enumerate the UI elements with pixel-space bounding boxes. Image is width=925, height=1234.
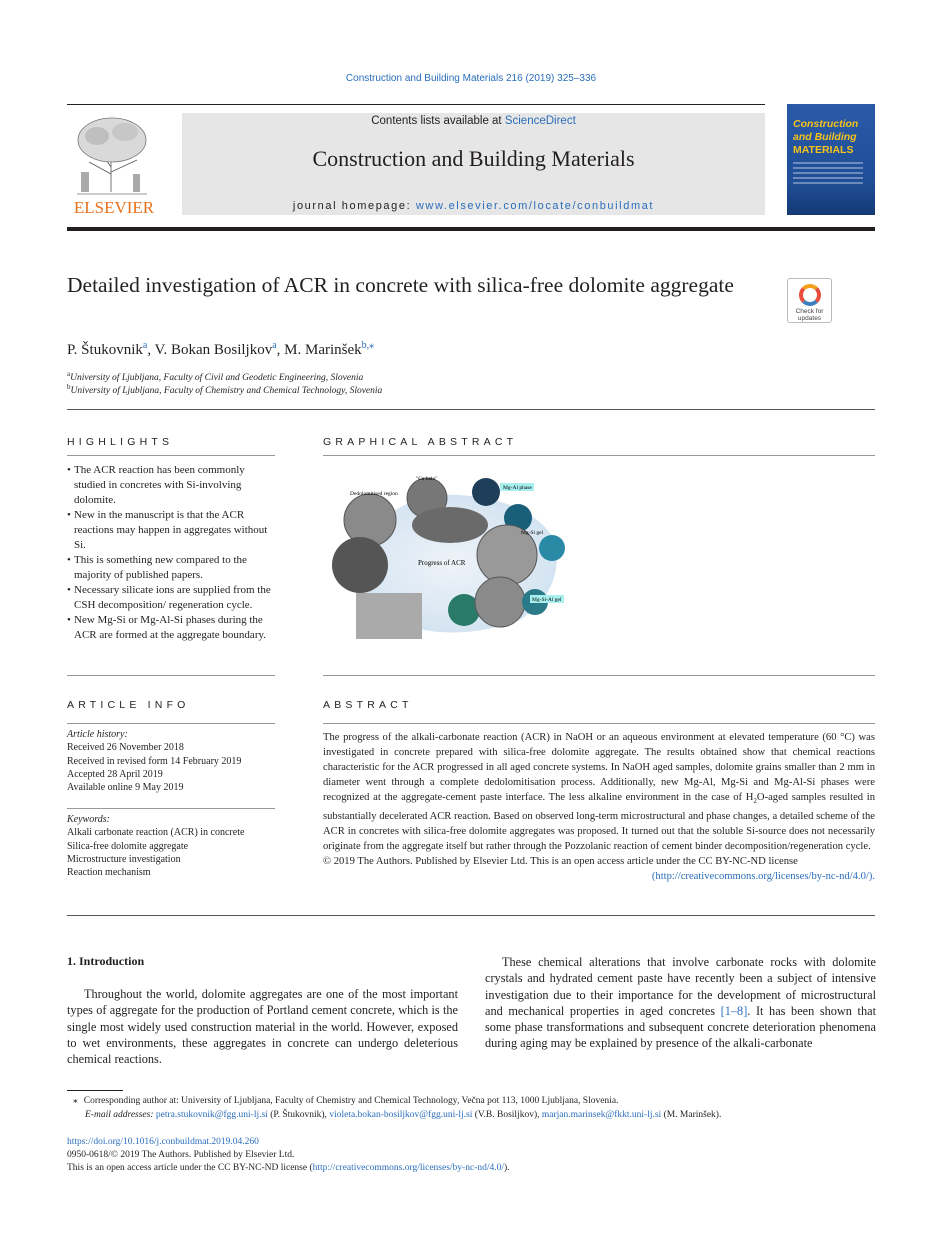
keywords: Keywords: Alkali carbonate reaction (ACR) in concrete Silica-free dolomite aggregate Microstructure investigation Reaction mechanism: [67, 813, 275, 879]
micrograph-circle: [412, 507, 488, 543]
elsevier-logo: [67, 112, 161, 216]
journal-reference[interactable]: Construction and Building Materials 216 (2019) 325–336: [345, 73, 597, 84]
journal-cover-image: [787, 104, 875, 215]
sciencedirect-link[interactable]: ScienceDirect: [504, 115, 576, 127]
citation-link[interactable]: [1–8]: [720, 1003, 748, 1018]
issn-line: 0950-0618/© 2019 The Authors. Published by Elsevier Ltd.: [67, 1150, 295, 1160]
section-rule: [323, 455, 875, 456]
author-name[interactable]: V. Bokan Bosiljkov: [154, 342, 273, 358]
micrograph-circle: [332, 537, 388, 593]
affiliation: $^b$University of Ljubljana, Faculty of Chemistry and Chemical Technology, Slovenia: [67, 383, 383, 397]
email-link[interactable]: violeta.bokan-bosiljkov@fgg.uni-lj.si: [329, 1110, 473, 1120]
cover-decoration: [793, 162, 863, 187]
svg-text:ELSEVIER: ELSEVIER: [73, 198, 155, 216]
micrograph-photo: [356, 593, 422, 639]
micrograph-circle: [539, 535, 565, 561]
elsevier-tree-icon: [67, 112, 161, 216]
author-name[interactable]: M. Marinšek: [284, 342, 362, 358]
section-rule: [67, 915, 875, 916]
homepage-link[interactable]: www.elsevier.com/locate/conbuildmat: [415, 200, 655, 212]
section-rule: [67, 675, 275, 676]
highlight-item: • Necessary silicate ions are supplied from the CSH decomposition/ regeneration cycle.: [67, 583, 275, 613]
abstract-heading: ABSTRACT: [323, 699, 413, 711]
license-link[interactable]: http://creativecommons.org/licenses/by-nc-nd/4.0/: [312, 1163, 504, 1173]
email-link[interactable]: petra.stukovnik@fgg.uni-lj.si: [155, 1110, 268, 1120]
keyword[interactable]: Microstructure investigation: [67, 853, 181, 865]
section-rule: [323, 675, 875, 676]
body-paragraph: These chemical alterations that involve carbonate rocks with dolomite crystals and hydrated cement paste have recently been a subject of intensive investigation due to their importance for the development of microstructural and mechanical properties in aged concretes [1–8]. It has been shown that some phase transformations and subsequent concrete deterioration phenomena during aging may be explained by presence of the alkali-carbonate: [485, 955, 876, 1051]
graphical-abstract-image[interactable]: [330, 470, 570, 642]
journal-homepage: journal homepage: www.elsevier.com/locate/conbuildmat: [292, 200, 655, 212]
highlights-heading: HIGHLIGHTS: [67, 436, 174, 448]
section-rule: [67, 409, 875, 410]
article-title: Detailed investigation of ACR in concrete with silica-free dolomite aggregate: [67, 273, 734, 297]
keyword[interactable]: Silica-free dolomite aggregate: [67, 840, 189, 852]
highlights-list: [67, 463, 275, 643]
micrograph-circle: [344, 494, 396, 546]
article-history: Article history: Received 26 November 2018 Received in revised form 14 February 2019 Accepted 28 April 2019 Available online 9 May 2019: [67, 729, 242, 794]
micrograph-circle: [472, 478, 500, 506]
corresponding-author-note: ⁎ Corresponding author at: University of Ljubljana, Faculty of Chemistry and Chemical Technology, Večna pot 113, 1000 Ljubljana, Slovenia.: [73, 1096, 619, 1106]
article-info-heading: ARTICLE INFO: [67, 699, 190, 711]
section-heading: 1. Introduction: [67, 954, 145, 968]
header-rule: [67, 104, 765, 105]
crossmark-badge[interactable]: Check for updates: [787, 278, 832, 323]
section-rule: [67, 808, 275, 809]
graphical-abstract-heading: GRAPHICAL ABSTRACT: [323, 436, 518, 448]
ga-label: Mg-Si gel: [521, 530, 544, 536]
highlight-item: • New in the manuscript is that the ACR reactions may happen in aggregates without Si.: [67, 508, 275, 553]
author-name[interactable]: P. Štukovnik: [67, 342, 143, 358]
ga-label: Dedolomitised region: [350, 491, 398, 497]
masthead-rule: [67, 227, 875, 231]
author-list: P. Štukovnik$^a$, V. Bokan Bosiljkov$^a$, M. Marinšek$^{b,⁎}$: [67, 340, 375, 358]
doi-link[interactable]: https://doi.org/10.1016/j.conbuildmat.2019.04.260: [67, 1137, 259, 1147]
journal-title: Construction and Building Materials: [312, 146, 635, 171]
footnote-rule: [67, 1090, 123, 1091]
abstract-body: The progress of the alkali-carbonate reaction (ACR) in NaOH or an aqueous environment at elevated temperature (60 °C) was investigated in concrete prepared with silica-free dolomite aggregate. The results obtained show that chemical reactions characteristic for the ACR progressed in all aged concrete systems. In NaOH aged samples, dolomite grains smaller than 2 mm in diameter went through a complete dedolomitisation process. Additionally, new Mg-Al, Mg-Si and Mg-Al-Si phases were recognized at the aggregate-cement paste interface. The less alkaline environment in the case of $H_2O$-aged samples resulted in substantially decelerated ACR reaction. Based on observed long-term microstructural and phase changes, a detailed scheme of the ACR in concretes with silica-free dolomite aggregates was proposed. It turned out that the soluble Si-source does not necessarily originate from the aggregate itself but rather through the Pozzolanic reaction of cement binder decomposition/regeneration cycle. © 2019 The Authors. Published by Elsevier Ltd. This is an open access article under the CC BY-NC-ND license (http://creativecommons.org/licenses/by-nc-nd/4.0/).: [323, 732, 875, 883]
section-rule: [67, 455, 275, 456]
contents-availability: Contents lists available at ScienceDirect: [371, 115, 576, 127]
graphical-abstract-figure: [330, 470, 570, 642]
journal-masthead: [182, 113, 765, 215]
ga-label: Progress of ACR: [418, 559, 466, 567]
crossmark-icon: [799, 284, 821, 306]
license-line: This is an open access article under the CC BY-NC-ND license (http://creativecommons.org/licenses/by-nc-nd/4.0/).: [67, 1163, 510, 1173]
publication-info: [67, 1136, 510, 1175]
highlight-item: • This is something new compared to the majority of published papers.: [67, 553, 275, 583]
ga-label: Mg-Si-Al gel: [532, 597, 562, 603]
body-paragraph: Throughout the world, dolomite aggregates are one of the most important types of aggregate for the production of Portland cement concrete, which is the single most widely used construction material in the world. However, exposed to wet environments, these aggregates in concrete can undergo deleterious chemical reactions.: [67, 987, 458, 1067]
ga-label: "Ca halo": [416, 476, 438, 482]
keyword[interactable]: Alkali carbonate reaction (ACR) in concrete: [67, 827, 245, 839]
footnotes: [67, 1094, 875, 1122]
micrograph-circle: [475, 577, 525, 627]
email-addresses: E-mail addresses: petra.stukovnik@fgg.uni-lj.si (P. Štukovnik), violeta.bokan-bosiljkov@fgg.uni-lj.si (V.B. Bosiljkov), marjan.marinsek@fkkt.uni-lj.si (M. Marinšek).: [85, 1110, 722, 1120]
keyword[interactable]: Reaction mechanism: [67, 867, 151, 879]
license-link[interactable]: (http://creativecommons.org/licenses/by-nc-nd/4.0/).: [651, 871, 875, 883]
section-rule: [67, 723, 275, 724]
abstract-copyright: © 2019 The Authors. Published by Elsevier Ltd. This is an open access article under the CC BY-NC-ND license: [323, 856, 798, 868]
ga-label: Mg-Al phase: [503, 485, 532, 491]
highlight-item: • New Mg-Si or Mg-Al-Si phases during the ACR are formed at the aggregate boundary.: [67, 613, 275, 643]
email-link[interactable]: marjan.marinsek@fkkt.uni-lj.si: [541, 1110, 662, 1120]
highlight-item: • The ACR reaction has been commonly studied in concretes with Si-involving dolomite.: [67, 463, 275, 508]
section-rule: [323, 723, 875, 724]
affiliation: $^a$University of Ljubljana, Faculty of Civil and Geodetic Engineering, Slovenia: [67, 370, 364, 384]
cover-title: Construction and Building MATERIALS: [793, 118, 859, 156]
